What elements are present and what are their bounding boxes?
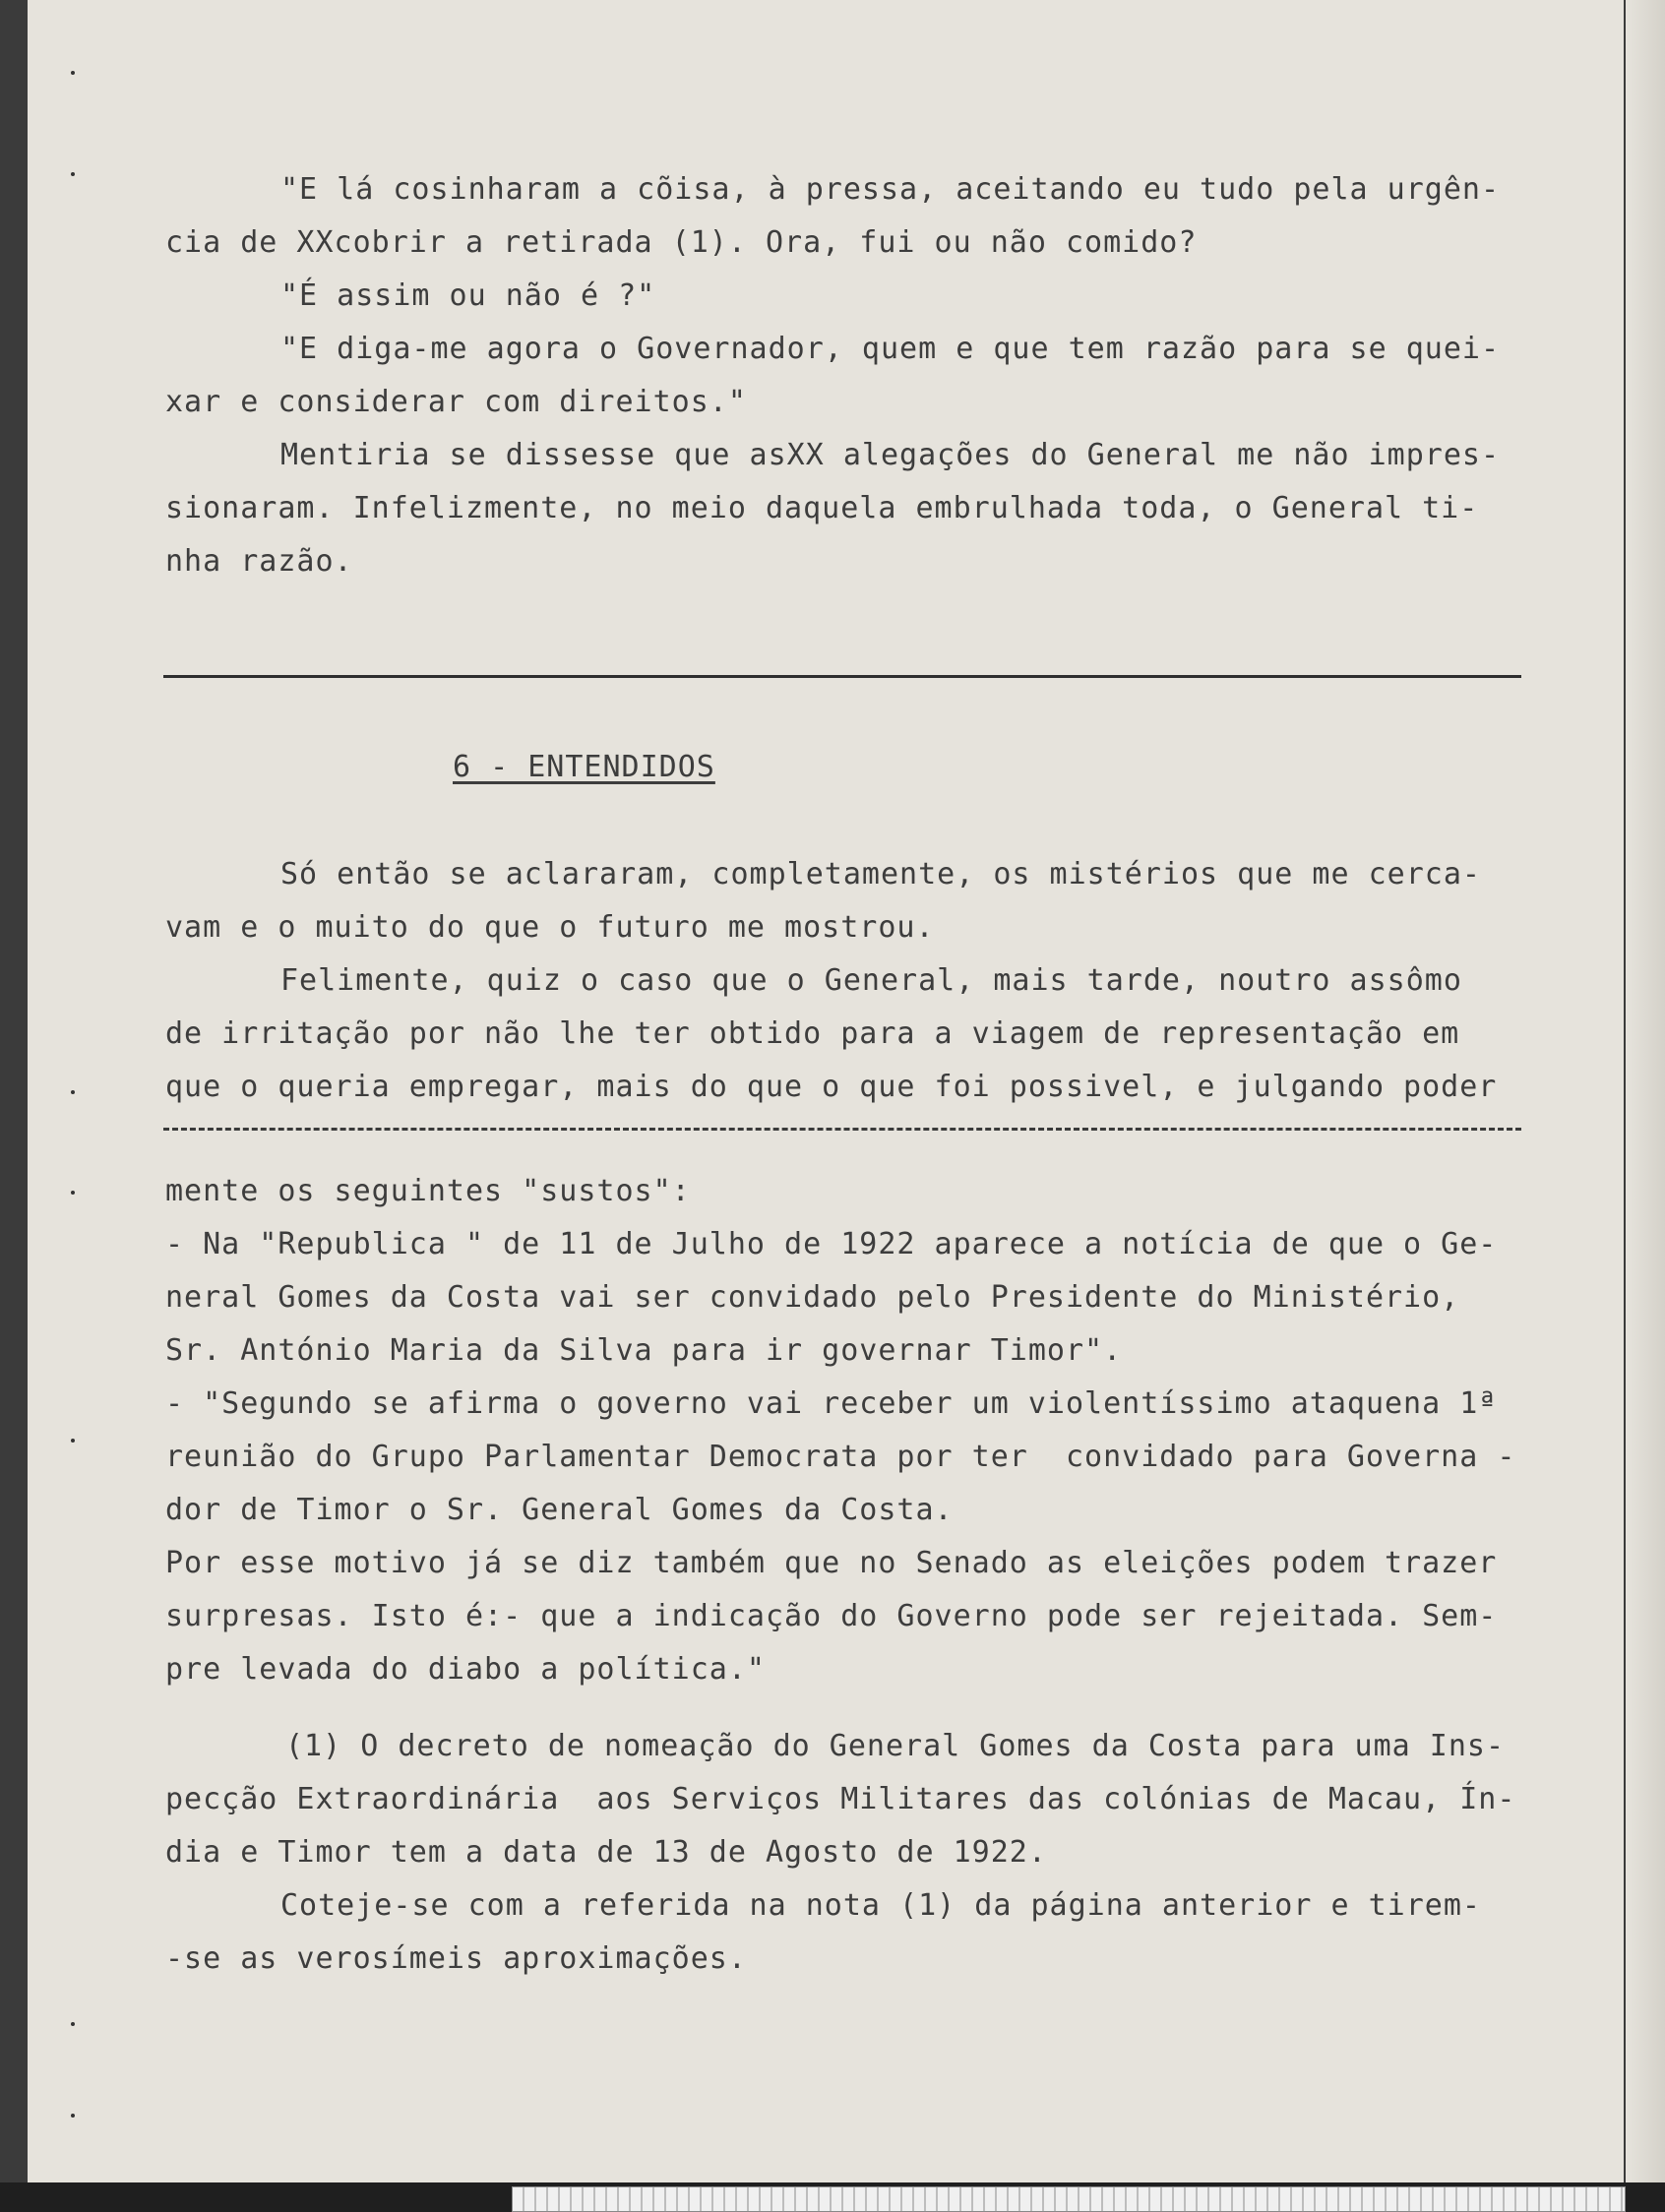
text-line: - "Segundo se afirma o governo vai receber um violentíssimo ataquena 1ª (165, 1386, 1498, 1421)
text-line: vam e o muito do que o futuro me mostrou. (165, 910, 935, 945)
text-line: "E diga-me agora o Governador, quem e que tem razão para se quei- (280, 332, 1500, 366)
text-line: - Na "Republica " de 11 de Julho de 1922 aparece a notícia de que o Ge- (165, 1227, 1498, 1261)
text-line: de irritação por não lhe ter obtido para a viagem de representação em (165, 1016, 1460, 1051)
text-line: neral Gomes da Costa vai ser convidado pelo Presidente do Ministério, (165, 1280, 1460, 1315)
text-line: nha razão. (165, 544, 353, 579)
section-heading: 6 - ENTENDIDOS (453, 750, 715, 784)
section-divider (163, 675, 1521, 678)
text-line: "É assim ou não é ?" (280, 278, 656, 313)
text-line: reunião do Grupo Parlamentar Democrata por ter convidado para Governa - (165, 1440, 1516, 1474)
scale-ruler (512, 2186, 1626, 2212)
text-line: sionaram. Infelizmente, no meio daquela embrulhada toda, o General ti- (165, 491, 1479, 525)
text-line: "E lá cosinharam a cõisa, à pressa, aceitando eu tudo pela urgên- (280, 172, 1500, 207)
margin-mark (71, 2114, 75, 2118)
text-line: cia de XXcobrir a retirada (1). Ora, fui ou não comido? (165, 225, 1198, 260)
footnote-line: (1) O decreto de nomeação do General Gomes da Costa para uma Ins- (285, 1729, 1505, 1763)
text-line: xar e considerar com direitos." (165, 385, 747, 419)
text-line: mente os seguintes "sustos": (165, 1174, 691, 1208)
text-line: surpresas. Isto é:- que a indicação do Governo pode ser rejeitada. Sem- (165, 1599, 1498, 1633)
text-line: Sr. António Maria da Silva para ir governar Timor". (165, 1333, 1123, 1368)
text-line: pre levada do diabo a política." (165, 1652, 766, 1687)
margin-mark (71, 2022, 75, 2026)
text-line: que o queria empregar, mais do que o que foi possivel, e julgando poder (165, 1070, 1498, 1104)
text-line: Só então se aclararam, completamente, os mistérios que me cerca- (280, 857, 1481, 891)
text-line: Por esse motivo já se diz também que no Senado as eleições podem trazer (165, 1546, 1498, 1580)
footnote-line: pecção Extraordinária aos Serviços Militares das colónias de Macau, Ín- (165, 1782, 1516, 1816)
dashed-divider (163, 1128, 1521, 1131)
footnote-line: -se as verosímeis aproximações. (165, 1941, 747, 1976)
text-line: Felimente, quiz o caso que o General, mais tarde, noutro assômo (280, 963, 1462, 998)
text-line: dor de Timor o Sr. General Gomes da Costa. (165, 1493, 954, 1527)
text-line: Mentiria se dissesse que asXX alegações do General me não impres- (280, 438, 1500, 472)
margin-mark (71, 71, 75, 75)
footnote-line: Coteje-se com a referida na nota (1) da página anterior e tirem- (280, 1888, 1481, 1923)
footnote-line: dia e Timor tem a data de 13 de Agosto de 1922. (165, 1835, 1047, 1870)
